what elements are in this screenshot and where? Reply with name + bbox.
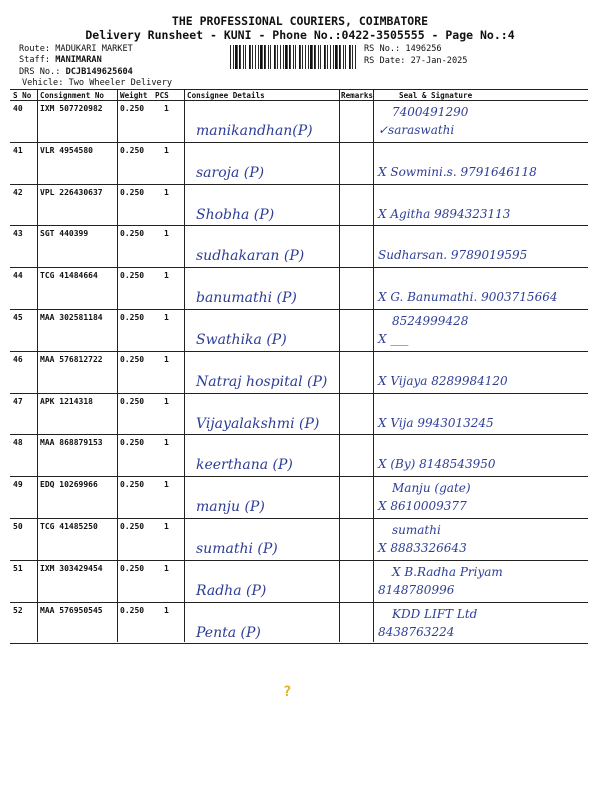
row-divider — [10, 225, 588, 226]
col-header-consignment: Consignment No — [40, 91, 105, 100]
cell-weight: 0.250 — [120, 480, 145, 489]
cell-signature-line1: sumathi — [392, 523, 441, 537]
cell-sno: 44 — [13, 271, 23, 280]
cell-pcs: 1 — [164, 355, 169, 364]
cell-consignment-no: TCG 41484664 — [40, 271, 98, 280]
drs-label — [19, 67, 133, 77]
cell-signature-line2: X Sowmini.s. 9791646118 — [378, 165, 537, 179]
cell-consignee-handwritten: Natraj hospital (P) — [196, 374, 328, 390]
cell-consignee-handwritten: sumathi (P) — [196, 541, 278, 557]
cell-consignment-no: VLR 4954580 — [40, 146, 93, 155]
cell-sno: 43 — [13, 229, 23, 238]
cell-signature-line2: 8438763224 — [378, 625, 455, 639]
col-divider — [117, 89, 118, 642]
cell-signature-line2: X ___ — [378, 332, 409, 346]
cell-consignment-no: IXM 303429454 — [40, 564, 103, 573]
cell-weight: 0.250 — [120, 146, 145, 155]
cell-weight: 0.250 — [120, 522, 145, 531]
row-divider — [10, 309, 588, 310]
row-divider — [10, 393, 588, 394]
col-header-sno: S No — [13, 91, 32, 100]
cell-pcs: 1 — [164, 104, 169, 113]
cell-signature-line1: KDD LIFT Ltd — [392, 607, 478, 621]
row-divider — [10, 434, 588, 435]
cell-weight: 0.250 — [120, 606, 145, 615]
cell-signature-line1: 7400491290 — [392, 105, 469, 119]
row-divider — [10, 602, 588, 603]
row-divider — [10, 351, 588, 352]
cell-signature-line2: X G. Banumathi. 9003715664 — [378, 290, 558, 304]
cell-weight: 0.250 — [120, 438, 145, 447]
cell-consignee-handwritten: Vijayalakshmi (P) — [196, 416, 320, 432]
stray-ink-mark: ? — [283, 684, 292, 700]
cell-weight: 0.250 — [120, 564, 145, 573]
cell-sno: 47 — [13, 397, 23, 406]
staff-key: Staff: — [19, 55, 56, 65]
staff-value: MANIMARAN — [55, 55, 102, 65]
cell-consignee-handwritten: Shobha (P) — [196, 207, 275, 223]
cell-signature-line1: Manju (gate) — [392, 481, 471, 495]
cell-sno: 41 — [13, 146, 23, 155]
col-divider — [339, 89, 340, 642]
cell-signature-line2: X 8883326643 — [378, 541, 467, 555]
cell-signature-line1: X B.Radha Priyam — [392, 565, 503, 579]
cell-sno: 49 — [13, 480, 23, 489]
col-header-weight: Weight — [120, 91, 148, 100]
cell-consignee-handwritten: Penta (P) — [196, 625, 261, 641]
cell-consignee-handwritten: manju (P) — [196, 499, 265, 515]
cell-consignment-no: MAA 576950545 — [40, 606, 103, 615]
row-divider — [10, 643, 588, 644]
cell-pcs: 1 — [164, 397, 169, 406]
cell-signature-line2: Sudharsan. 9789019595 — [378, 248, 528, 262]
cell-pcs: 1 — [164, 229, 169, 238]
rs-number: RS No.: 1496256 — [364, 44, 442, 54]
col-header-remarks: Remarks — [341, 91, 374, 100]
cell-signature-line2: ✓saraswathi — [378, 123, 455, 137]
cell-sno: 40 — [13, 104, 23, 113]
cell-weight: 0.250 — [120, 188, 145, 197]
cell-consignment-no: SGT 440399 — [40, 229, 89, 238]
rs-date: RS Date: 27-Jan-2025 — [364, 56, 468, 66]
cell-consignment-no: MAA 868879153 — [40, 438, 103, 447]
cell-consignment-no: MAA 576812722 — [40, 355, 103, 364]
cell-weight: 0.250 — [120, 397, 145, 406]
cell-signature-line2: X Vija 9943013245 — [378, 416, 494, 430]
cell-consignment-no: EDQ 10269966 — [40, 480, 98, 489]
cell-weight: 0.250 — [120, 271, 145, 280]
cell-signature-line2: X 8610009377 — [378, 499, 467, 513]
cell-consignment-no: APK 1214318 — [40, 397, 93, 406]
barcode — [230, 45, 356, 69]
cell-consignment-no: TCG 41485250 — [40, 522, 98, 531]
cell-pcs: 1 — [164, 522, 169, 531]
cell-consignment-no: MAA 302581184 — [40, 313, 103, 322]
col-divider — [184, 89, 185, 642]
cell-consignment-no: VPL 226430637 — [40, 188, 103, 197]
cell-pcs: 1 — [164, 188, 169, 197]
cell-sno: 46 — [13, 355, 23, 364]
cell-pcs: 1 — [164, 438, 169, 447]
cell-consignee-handwritten: Radha (P) — [196, 583, 267, 599]
table-header-border — [10, 100, 588, 101]
page-title: THE PROFESSIONAL COURIERS, COIMBATORE — [171, 14, 429, 28]
staff-label — [19, 55, 102, 65]
row-divider — [10, 518, 588, 519]
cell-weight: 0.250 — [120, 229, 145, 238]
cell-signature-line2: X Vijaya 8289984120 — [378, 374, 508, 388]
cell-consignee-handwritten: manikandhan(P) — [196, 123, 313, 139]
cell-consignee-handwritten: sudhakaran (P) — [196, 248, 305, 264]
drs-value: DCJB149625604 — [65, 67, 133, 77]
cell-signature-line2: X (By) 8148543950 — [378, 457, 496, 471]
cell-sno: 52 — [13, 606, 23, 615]
route-label: Route: MADUKARI MARKET — [19, 44, 133, 54]
row-divider — [10, 560, 588, 561]
cell-consignee-handwritten: keerthana (P) — [196, 457, 293, 473]
cell-sno: 42 — [13, 188, 23, 197]
col-header-seal-signature: Seal & Signature — [399, 91, 473, 100]
cell-signature-line1: 8524999428 — [392, 314, 469, 328]
row-divider — [10, 184, 588, 185]
cell-sno: 45 — [13, 313, 23, 322]
row-divider — [10, 476, 588, 477]
cell-consignee-handwritten: banumathi (P) — [196, 290, 297, 306]
page-subtitle: Delivery Runsheet - KUNI - Phone No.:0422-3505555 - Page No.:4 — [85, 28, 515, 42]
table-top-border — [10, 89, 588, 90]
cell-sno: 48 — [13, 438, 23, 447]
cell-signature-line2: X Agitha 9894323113 — [378, 207, 511, 221]
cell-pcs: 1 — [164, 480, 169, 489]
cell-weight: 0.250 — [120, 104, 145, 113]
vehicle-label: Vehicle: Two Wheeler Delivery — [22, 78, 173, 88]
cell-consignee-handwritten: Swathika (P) — [196, 332, 287, 348]
cell-pcs: 1 — [164, 271, 169, 280]
cell-weight: 0.250 — [120, 355, 145, 364]
cell-pcs: 1 — [164, 606, 169, 615]
col-header-pcs: PCS — [155, 91, 169, 100]
col-divider — [37, 89, 38, 642]
cell-sno: 50 — [13, 522, 23, 531]
row-divider — [10, 267, 588, 268]
cell-pcs: 1 — [164, 313, 169, 322]
drs-key: DRS No.: — [19, 67, 66, 77]
cell-weight: 0.250 — [120, 313, 145, 322]
col-header-consignee: Consignee Details — [187, 91, 265, 100]
cell-consignee-handwritten: saroja (P) — [196, 165, 265, 181]
cell-consignment-no: IXM 507720982 — [40, 104, 103, 113]
row-divider — [10, 142, 588, 143]
cell-sno: 51 — [13, 564, 23, 573]
cell-pcs: 1 — [164, 146, 169, 155]
cell-pcs: 1 — [164, 564, 169, 573]
col-divider — [373, 89, 374, 642]
cell-signature-line2: 8148780996 — [378, 583, 455, 597]
